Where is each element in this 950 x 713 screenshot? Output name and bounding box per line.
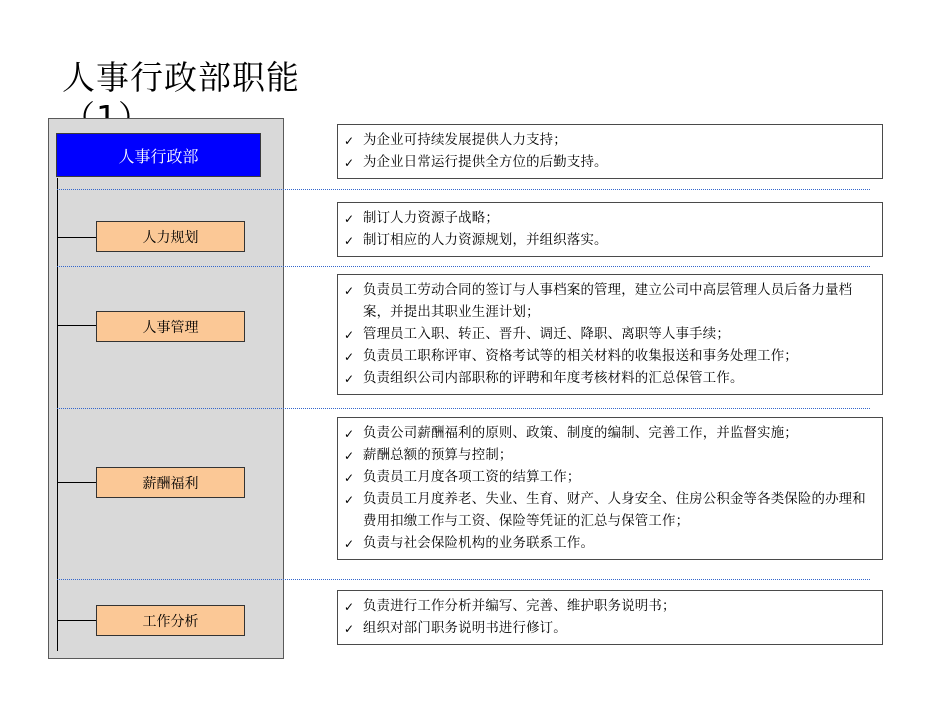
- connector-line: [57, 620, 97, 621]
- check-mark-icon: ✓: [344, 449, 355, 463]
- duty-box-compensation-benefits: [337, 417, 883, 560]
- org-trunk-line: [57, 178, 58, 651]
- duty-item: ✓ 制订相应的人力资源规划，并组织落实。: [342, 230, 878, 252]
- page-title: 人事行政部职能: [62, 58, 300, 97]
- duty-item: ✓ 负责组织公司内部职称的评聘和年度考核材料的汇总保管工作。: [342, 368, 878, 390]
- duty-item: ✓ 为企业可持续发展提供人力支持；: [342, 130, 878, 152]
- check-mark-icon: ✓: [344, 471, 355, 485]
- duty-box-job-analysis: [337, 590, 883, 645]
- function-box-compensation-benefits: 薪酬福利: [96, 467, 245, 498]
- duty-item: ✓ 负责公司薪酬福利的原则、政策、制度的编制、完善工作，并监督实施；: [342, 423, 878, 445]
- duty-item: ✓ 负责员工职称评审、资格考试等的相关材料的收集报送和事务处理工作；: [342, 346, 878, 368]
- row-separator: [57, 189, 870, 190]
- duty-item: ✓ 制订人力资源子战略；: [342, 208, 878, 230]
- check-mark-icon: ✓: [344, 212, 355, 226]
- check-mark-icon: ✓: [344, 427, 355, 441]
- check-mark-icon: ✓: [344, 284, 355, 298]
- check-mark-icon: ✓: [344, 234, 355, 248]
- duty-item: ✓ 管理员工入职、转正、晋升、调迁、降职、离职等人事手续；: [342, 324, 878, 346]
- check-mark-icon: ✓: [344, 350, 355, 364]
- connector-line: [57, 482, 97, 483]
- duty-item: ✓ 负责与社会保险机构的业务联系工作。: [342, 533, 878, 555]
- duty-item: ✓ 负责员工月度各项工资的结算工作；: [342, 467, 878, 489]
- connector-line: [57, 325, 97, 326]
- check-mark-icon: ✓: [344, 372, 355, 386]
- row-separator: [57, 266, 870, 267]
- duty-box-personnel-management: [337, 274, 883, 395]
- duty-item: ✓ 负责进行工作分析并编写、完善、维护职务说明书；: [342, 596, 878, 618]
- check-mark-icon: ✓: [344, 600, 355, 614]
- duty-box-hr-planning: [337, 202, 883, 257]
- check-mark-icon: ✓: [344, 493, 355, 507]
- check-mark-icon: ✓: [344, 328, 355, 342]
- duty-item: ✓ 组织对部门职务说明书进行修订。: [342, 618, 878, 640]
- check-mark-icon: ✓: [344, 622, 355, 636]
- row-separator: [57, 579, 870, 580]
- function-box-hr-planning: 人力规划: [96, 221, 245, 252]
- duty-item: ✓ 为企业日常运行提供全方位的后勤支持。: [342, 152, 878, 174]
- function-box-personnel-management: 人事管理: [96, 311, 245, 342]
- department-box: 人事行政部: [56, 133, 261, 177]
- check-mark-icon: ✓: [344, 134, 355, 148]
- check-mark-icon: ✓: [344, 156, 355, 170]
- function-box-job-analysis: 工作分析: [96, 605, 245, 636]
- check-mark-icon: ✓: [344, 537, 355, 551]
- connector-line: [57, 237, 97, 238]
- duty-item: ✓ 负责员工月度养老、失业、生育、财产、人身安全、住房公积金等各类保险的办理和费用扣缴工作与工资、保险等凭证的汇总与保管工作；: [342, 489, 878, 533]
- duty-item: ✓ 负责员工劳动合同的签订与人事档案的管理，建立公司中高层管理人员后备力量档案，并提出其职业生涯计划；: [342, 280, 878, 324]
- duty-item: ✓ 薪酬总额的预算与控制；: [342, 445, 878, 467]
- row-separator: [57, 408, 870, 409]
- duty-box-department: [337, 124, 883, 179]
- org-panel: [48, 118, 284, 659]
